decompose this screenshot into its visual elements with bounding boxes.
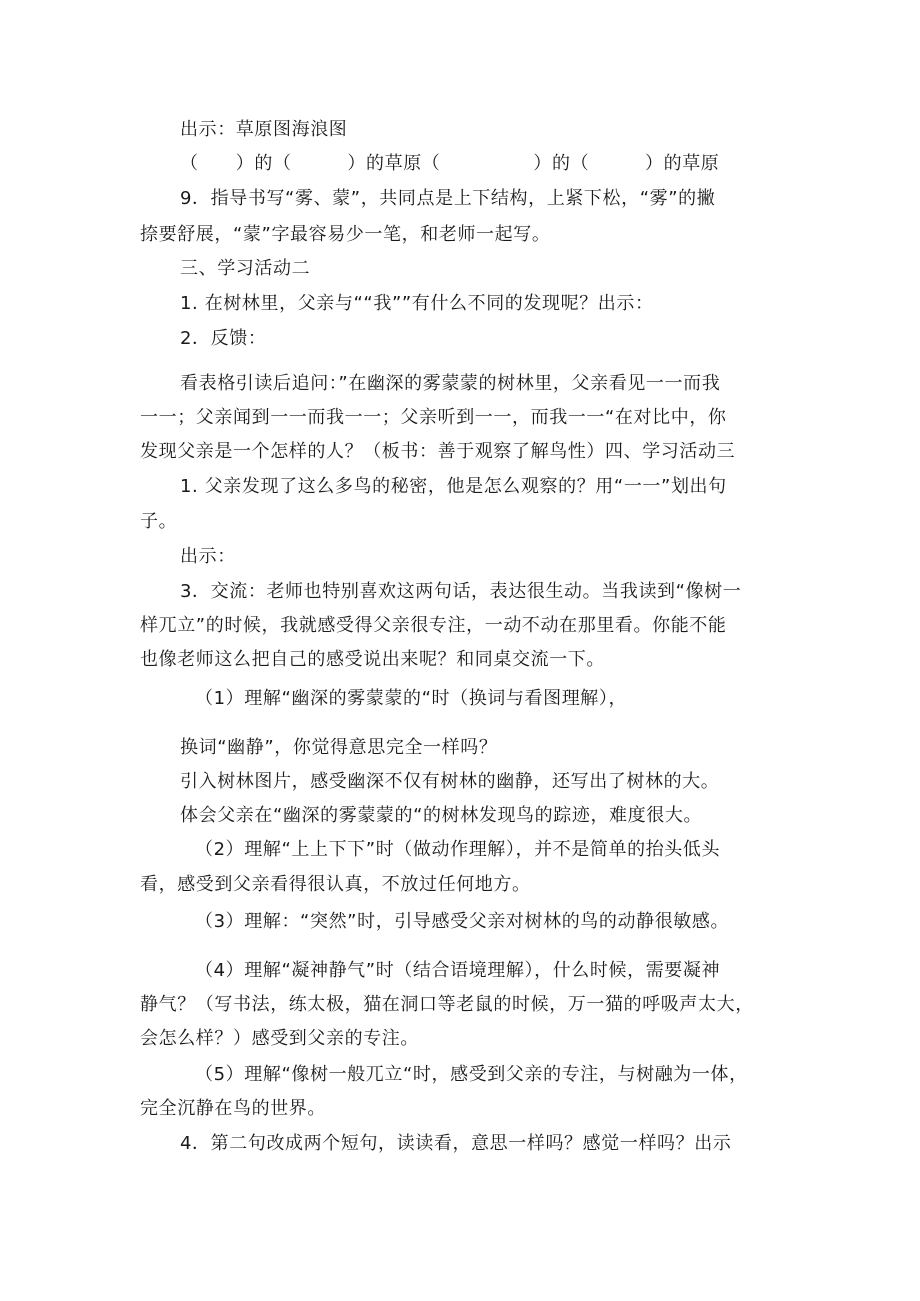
text-line: 完全沉静在鸟的世界。 [140, 1098, 326, 1119]
text-line: 子。 [140, 511, 178, 532]
text-line: 2．反馈： [180, 328, 267, 349]
text-line: 看表格引读后追问：”在幽深的雾蒙蒙的树林里，父亲看见一一而我 [180, 373, 721, 394]
text-line: 样兀立”的时候，我就感受得父亲很专注，一动不动在那里看。你能不能 [140, 615, 727, 636]
text-line: 也像老师这么把自己的感受说出来呢？和同桌交流一下。 [140, 649, 605, 670]
text-line: 出示： [180, 546, 236, 567]
text-line: 换词“幽静”，你觉得意思完全一样吗？ [180, 737, 498, 758]
text-line: 9．指导书写“雾、蒙”，共同点是上下结构，上紧下松，“雾”的撇 [180, 188, 716, 209]
text-line: 看，感受到父亲看得很认真，不放过任何地方。 [140, 874, 531, 895]
text-line: 捺要舒展，“蒙”字最容易少一笔，和老师一起写。 [140, 224, 551, 245]
text-line: （5）理解“像树一般兀立“时，感受到父亲的专注，与树融为一体， [195, 1064, 748, 1085]
text-line: （1）理解“幽深的雾蒙蒙的“时（换词与看图理解）， [195, 688, 628, 709]
text-line: 1. 在树林里，父亲与““我””有什么不同的发现呢？出示： [180, 293, 654, 314]
text-line: 出示：草原图海浪图 [180, 119, 348, 140]
text-line: 引入树林图片，感受幽深不仅有树林的幽静，还写出了树林的大。 [180, 771, 720, 792]
text-line: 发现父亲是一个怎样的人？（板书：善于观察了解鸟性）四、学习活动三 [140, 441, 736, 462]
text-line: （4）理解“凝神静气”时（结合语境理解），什么时候，需要凝神 [195, 960, 721, 981]
text-line: 1. 父亲发现了这么多鸟的秘密，他是怎么观察的？用“一一”划出句 [180, 476, 727, 497]
fill-blank-line: （ ）的（ ）的草原（ ）的（ ）的草原 [180, 153, 720, 174]
section-heading: 三、学习活动二 [180, 258, 311, 279]
text-line: 会怎么样？）感受到父亲的专注。 [140, 1028, 419, 1049]
text-line: 静气？（写书法，练太极，猫在洞口等老鼠的时候，万一猫的呼吸声太大， [140, 994, 754, 1015]
text-line: 3．交流：老师也特别喜欢这两句话，表达很生动。当我读到“像树一 [180, 581, 742, 602]
text-line: 一一；父亲闻到一一而我一一；父亲听到一一，而我一一“在对比中，你 [140, 407, 727, 428]
text-line: 体会父亲在“幽深的雾蒙蒙的“的树林发现鸟的踪迹，难度很大。 [180, 805, 703, 826]
text-line: 4．第二句改成两个短句，读读看，意思一样吗？感觉一样吗？出示 [180, 1133, 732, 1154]
text-line: （3）理解：“突然”时，引导感受父亲对树林的鸟的动静很敏感。 [195, 911, 730, 932]
text-line: （2）理解“上上下下”时（做动作理解），并不是简单的抬头低头 [195, 839, 721, 860]
